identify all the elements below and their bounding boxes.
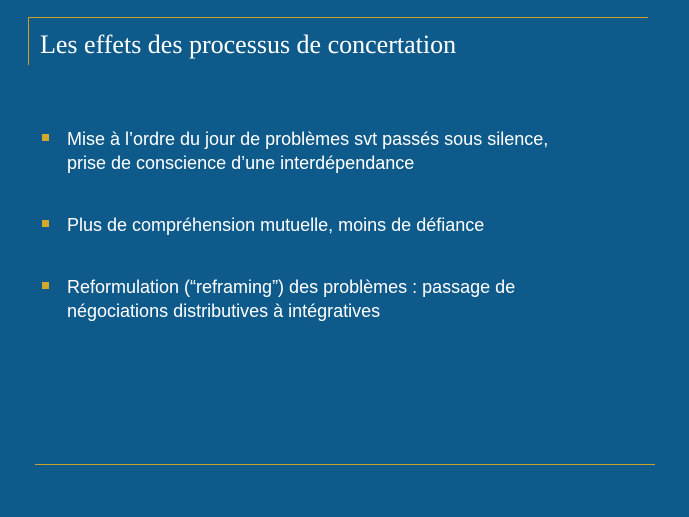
square-bullet-icon xyxy=(42,220,49,227)
bullet-item-2 xyxy=(40,213,650,237)
slide-title: Les effets des processus de concertation xyxy=(40,30,457,59)
bullet-text-line-1: Mise à l’ordre du jour de problèmes svt passés sous silence, xyxy=(67,129,549,149)
bullet-text-line-2: prise de conscience d’une interdépendance xyxy=(67,153,415,173)
bullet-text-line-1: Plus de compréhension mutuelle, moins de défiance xyxy=(67,215,485,235)
title-frame-left-line xyxy=(28,17,29,65)
square-bullet-icon xyxy=(42,134,49,141)
title-frame-top-line xyxy=(28,17,648,18)
bullet-text-line-1: Reformulation (“reframing”) des problèmes : passage de xyxy=(67,277,516,297)
bullet-text-line-2: négociations distributives à intégratives xyxy=(67,301,381,321)
bullet-list xyxy=(40,127,650,361)
bullet-item-3 xyxy=(40,275,650,323)
bullet-item-1 xyxy=(40,127,650,175)
square-bullet-icon xyxy=(42,282,49,289)
footer-divider-line xyxy=(35,464,655,465)
